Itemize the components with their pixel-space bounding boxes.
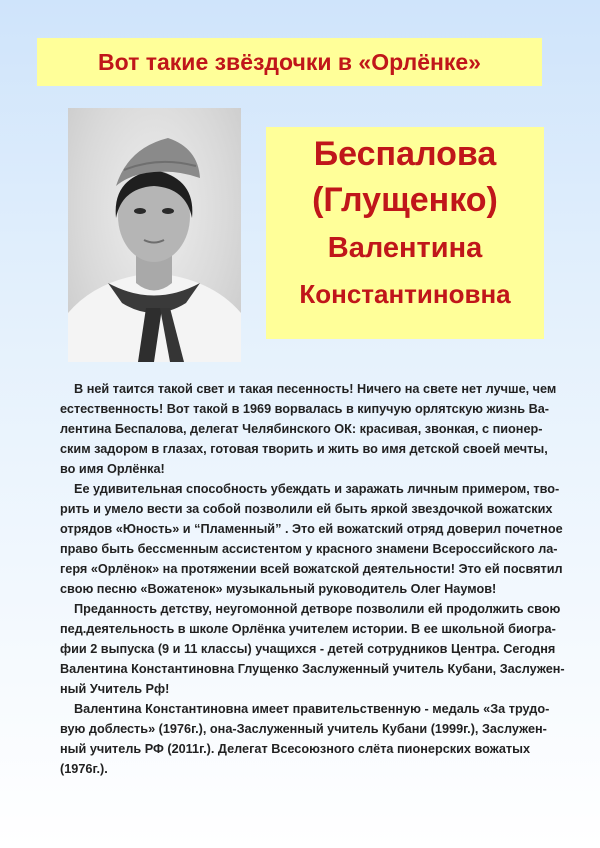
text-line: лентина Беспалова, делегат Челябинского ОК: красивая, звонкая, с пионер- bbox=[60, 422, 543, 436]
portrait-illustration bbox=[68, 108, 241, 362]
page-title: Вот такие звёздочки в «Орлёнке» bbox=[98, 48, 481, 75]
text-line: геря «Орлёнок» на протяжении всей вожатской деятельности! Это ей посвятил bbox=[60, 562, 563, 576]
portrait-photo bbox=[68, 108, 241, 362]
first-name: Валентина bbox=[327, 232, 483, 264]
name-banner bbox=[266, 127, 544, 339]
text-line: Ее удивительная способность убеждать и заражать личным примером, тво- bbox=[74, 482, 560, 496]
biography-text bbox=[60, 379, 565, 779]
text-line: (1976г.). bbox=[60, 762, 108, 776]
title-banner bbox=[37, 38, 542, 86]
text-line: отрядов «Юность» и “Пламенный” . Это ей вожатский отряд доверил почетное bbox=[60, 522, 563, 536]
patronymic: Константиновна bbox=[299, 279, 511, 309]
maiden-name: (Глущенко) bbox=[312, 181, 498, 219]
text-line: ским задором в глазах, готовая творить и жить во имя детской своей мечты, bbox=[60, 442, 548, 456]
text-line: ный учитель РФ (2011г.). Делегат Всесоюзного слёта пионерских вожатых bbox=[60, 742, 531, 756]
text-line: фии 2 выпуска (9 и 11 классы) учащихся - детей сотрудников Центра. Сегодня bbox=[60, 642, 556, 656]
text-line: рить и умело вести за собой позволили ей быть яркой звездочкой вожатских bbox=[60, 502, 553, 516]
text-line: Валентина Константиновна имеет правительственную - медаль «За трудо- bbox=[74, 702, 550, 716]
text-line: вую доблесть» (1976г.), она-Заслуженный учитель Кубани (1999г.), Заслужен- bbox=[60, 722, 547, 736]
eye-right bbox=[162, 208, 174, 214]
text-line: Преданность детству, неугомонной детворе позволили ей продолжить свою bbox=[74, 602, 561, 616]
eye-left bbox=[134, 208, 146, 214]
text-line: свою песню «Вожатенок» музыкальный руководитель Олег Наумов! bbox=[60, 582, 497, 596]
text-line: право быть бессменным ассистентом у красного знамени Всероссийского ла- bbox=[60, 542, 558, 556]
text-line: во имя Орлёнка! bbox=[60, 462, 165, 476]
text-line: Валентина Константиновна Глущенко Заслуженный учитель Кубани, Заслужен- bbox=[60, 662, 565, 676]
text-line: В ней таится такой свет и такая песенность! Ничего на свете нет лучше, чем bbox=[74, 382, 557, 396]
text-line: пед.деятельность в школе Орлёнка учителем истории. В ее школьной биогра- bbox=[60, 622, 556, 636]
text-line: естественность! Вот такой в 1969 ворвалась в кипучую орлятскую жизнь Ва- bbox=[60, 402, 550, 416]
surname: Беспалова bbox=[313, 135, 497, 173]
text-line: ный Учитель Рф! bbox=[60, 682, 170, 696]
